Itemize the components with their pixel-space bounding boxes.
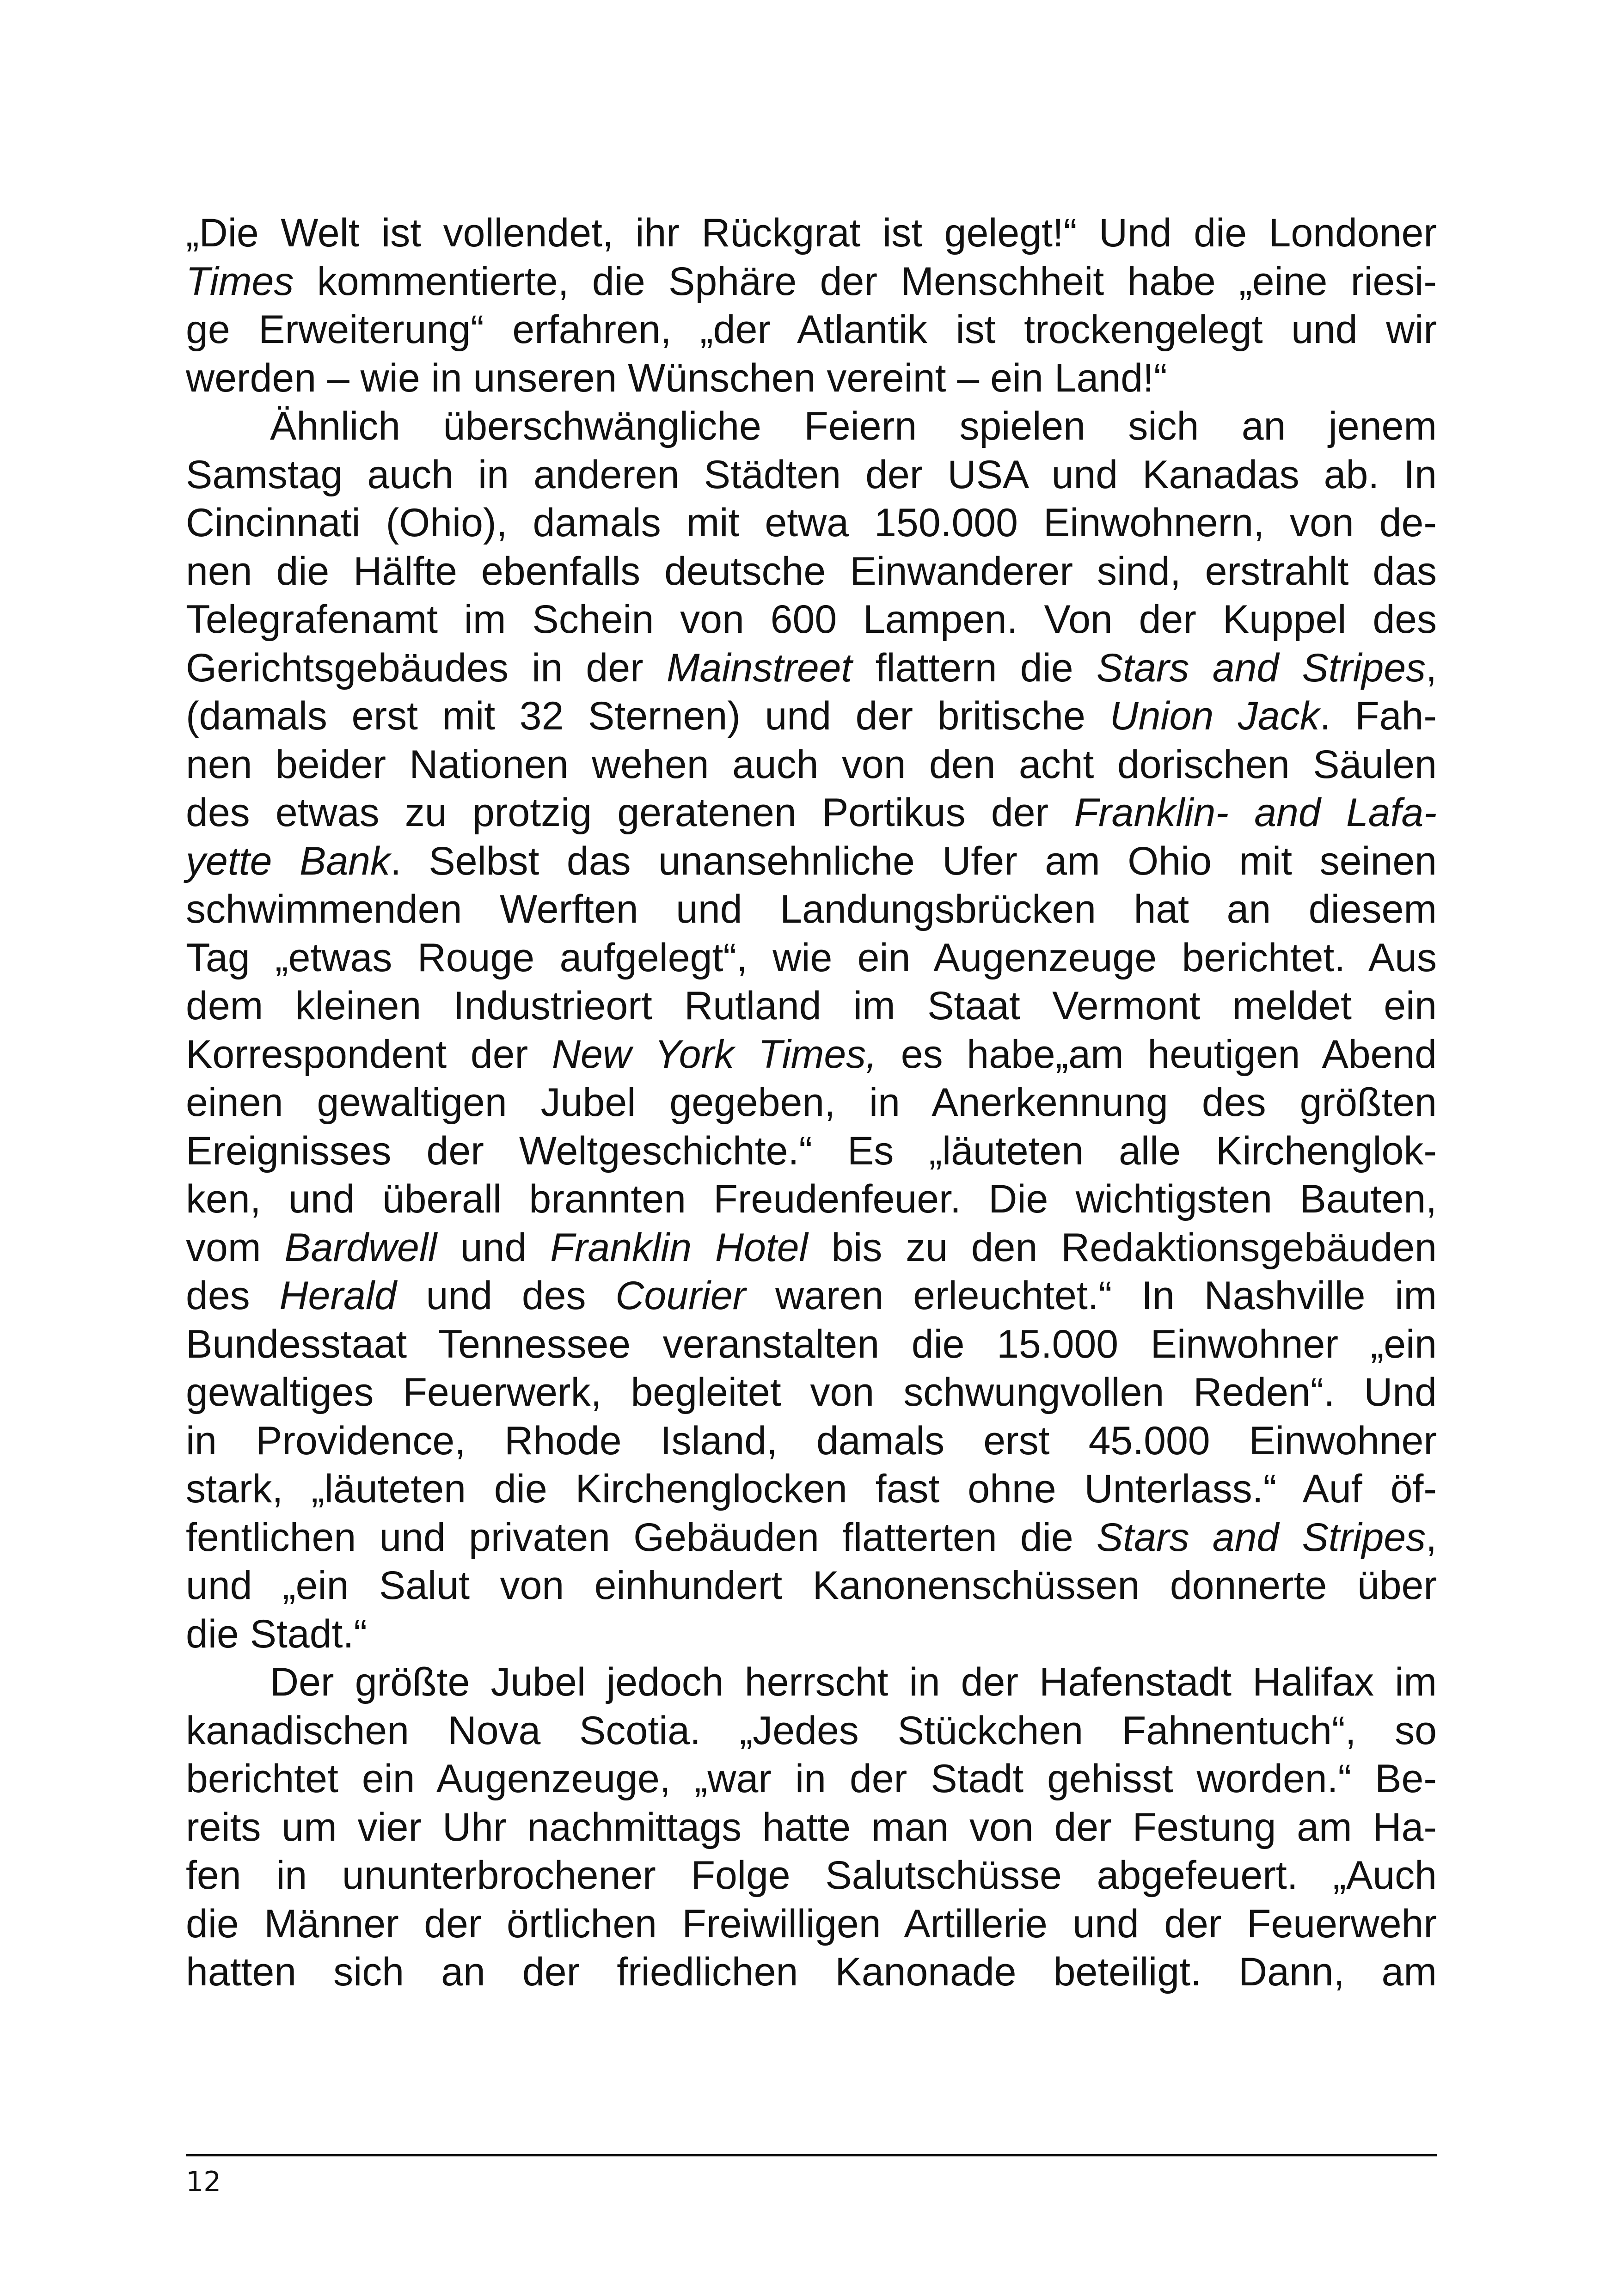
italic-text: New York Times, [552, 1032, 877, 1077]
text-span: Tag „etwas Rouge aufgelegt“, wie ein Augenzeuge berichtet. Aus [186, 935, 1437, 980]
text-line [186, 1707, 1437, 1755]
text-span: des etwas zu protzig geratenen Portikus der [186, 790, 1074, 835]
text-span: dem kleinen Industrieort Rutland im Staat Vermont meldet ein [186, 984, 1437, 1028]
text-span: Telegrafenamt im Schein von 600 Lampen. Von der Kuppel des [186, 597, 1437, 642]
text-line [186, 1078, 1437, 1127]
text-line [186, 1224, 1437, 1272]
text-line [186, 692, 1437, 741]
text-line [186, 885, 1437, 934]
text-line [186, 1803, 1437, 1852]
text-span: waren erleuchtet.“ In Nashville im [746, 1274, 1437, 1318]
text-line [186, 1561, 1437, 1610]
text-span: stark, „läuteten die Kirchenglocken fast ohne Unterlass.“ Auf öf- [186, 1467, 1437, 1511]
text-line [186, 1513, 1437, 1562]
text-span: bis zu den Redaktionsgebäuden [808, 1225, 1437, 1270]
text-span: Samstag auch in anderen Städten der USA und Kanadas ab. In [186, 452, 1437, 497]
text-line [186, 1900, 1437, 1948]
text-span: nen die Hälfte ebenfalls deutsche Einwanderer sind, erstrahlt das [186, 549, 1437, 594]
footer-rule [186, 2154, 1437, 2156]
italic-text: Union Jack [1109, 694, 1320, 738]
text-span: vom [186, 1225, 285, 1270]
text-line [186, 644, 1437, 692]
text-line [186, 1851, 1437, 1900]
text-span: . Fah- [1319, 694, 1437, 738]
text-line [186, 354, 1437, 403]
text-line [186, 934, 1437, 982]
text-line [186, 1948, 1437, 1996]
italic-text: Stars and Stripes [1096, 645, 1426, 690]
text-span: Cincinnati (Ohio), damals mit etwa 150.000 Einwohnern, von de- [186, 501, 1437, 545]
text-span: ken, und überall brannten Freudenfeuer. Die wichtigsten Bauten, [186, 1177, 1437, 1221]
text-line [186, 1610, 1437, 1659]
text-span: „Die Welt ist vollendet, ihr Rückgrat ist gelegt!“ Und die Londoner [186, 211, 1437, 255]
text-span: kanadischen Nova Scotia. „Jedes Stückchen Fahnentuch“, so [186, 1708, 1437, 1753]
text-span: des [186, 1274, 280, 1318]
italic-text: Franklin- and Lafa- [1074, 790, 1437, 835]
text-line [186, 451, 1437, 499]
text-span: (damals erst mit 32 Sternen) und der britische [186, 694, 1110, 738]
text-line [186, 1320, 1437, 1369]
italic-text: Herald [279, 1274, 397, 1318]
text-span: Korrespondent der [186, 1032, 552, 1077]
text-line [186, 547, 1437, 596]
text-line [186, 499, 1437, 547]
text-span: und „ein Salut von einhundert Kanonenschüssen donnerte über [186, 1563, 1437, 1608]
italic-text: Bardwell [284, 1225, 437, 1270]
italic-text: yette Bank [186, 839, 390, 883]
text-span: . Selbst das unansehnliche Ufer am Ohio mit seinen [390, 839, 1437, 883]
text-line [186, 1465, 1437, 1513]
text-line [186, 1417, 1437, 1465]
text-span: in Providence, Rhode Island, damals erst 45.000 Einwohner [186, 1418, 1437, 1463]
text-line [186, 257, 1437, 306]
text-line [186, 1272, 1437, 1320]
text-span: Gerichtsgebäudes in der [186, 645, 667, 690]
text-span: Bundesstaat Tennessee veranstalten die 15.000 Einwohner „ein [186, 1322, 1437, 1366]
text-line [186, 595, 1437, 644]
italic-text: Franklin Hotel [550, 1225, 808, 1270]
text-span: Ähnlich überschwängliche Feiern spielen sich an jenem [270, 404, 1437, 448]
text-span: werden – wie in unseren Wünschen vereint – ein Land!“ [186, 355, 1167, 400]
text-line [186, 741, 1437, 789]
italic-text: Courier [615, 1274, 746, 1318]
text-line [186, 1030, 1437, 1079]
text-span: Ereignisses der Weltgeschichte.“ Es „läuteten alle Kirchenglok- [186, 1128, 1437, 1173]
text-span: ge Erweiterung“ erfahren, „der Atlantik ist trockengelegt und wir [186, 307, 1437, 352]
text-line [186, 982, 1437, 1030]
text-line [186, 402, 1437, 451]
text-span: Der größte Jubel jedoch herrscht in der Hafenstadt Halifax im [270, 1660, 1437, 1704]
text-line [186, 209, 1437, 257]
page-number: 12 [186, 2166, 221, 2198]
text-line [186, 1127, 1437, 1176]
text-line [186, 837, 1437, 886]
text-span: flattern die [852, 645, 1097, 690]
italic-text: Stars and Stripes [1096, 1515, 1426, 1560]
text-span: fen in ununterbrochener Folge Salutschüsse abgefeuert. „Auch [186, 1853, 1437, 1898]
text-span: hatten sich an der friedlichen Kanonade beteiligt. Dann, am [186, 1950, 1437, 1994]
text-line [186, 1175, 1437, 1224]
text-span: schwimmenden Werften und Landungsbrücken hat an diesem [186, 887, 1437, 931]
text-line [186, 1755, 1437, 1803]
text-span: die Stadt.“ [186, 1611, 367, 1656]
text-span: einen gewaltigen Jubel gegeben, in Anerkennung des größten [186, 1080, 1437, 1125]
italic-text: Times [186, 259, 294, 304]
text-span: gewaltiges Feuerwerk, begleitet von schwungvollen Reden“. Und [186, 1370, 1437, 1414]
text-span: , [1426, 645, 1437, 690]
text-span: nen beider Nationen wehen auch von den acht dorischen Säulen [186, 742, 1437, 787]
text-span: kommentierte, die Sphäre der Menschheit habe „eine riesi- [294, 259, 1437, 304]
text-span: und [437, 1225, 551, 1270]
text-line [186, 1658, 1437, 1707]
text-line [186, 306, 1437, 354]
text-span: fentlichen und privaten Gebäuden flatterten die [186, 1515, 1097, 1560]
text-span: , [1426, 1515, 1437, 1560]
text-line [186, 1368, 1437, 1417]
text-span: die Männer der örtlichen Freiwilligen Artillerie und der Feuerwehr [186, 1901, 1437, 1946]
text-line [186, 789, 1437, 837]
text-span: reits um vier Uhr nachmittags hatte man von der Festung am Ha- [186, 1805, 1437, 1849]
text-span: berichtet ein Augenzeuge, „war in der Stadt gehisst worden.“ Be- [186, 1757, 1437, 1801]
page-body-text [186, 209, 1437, 1996]
text-span: es habe„am heutigen Abend [877, 1032, 1437, 1077]
text-span: und des [396, 1274, 616, 1318]
italic-text: Mainstreet [666, 645, 852, 690]
